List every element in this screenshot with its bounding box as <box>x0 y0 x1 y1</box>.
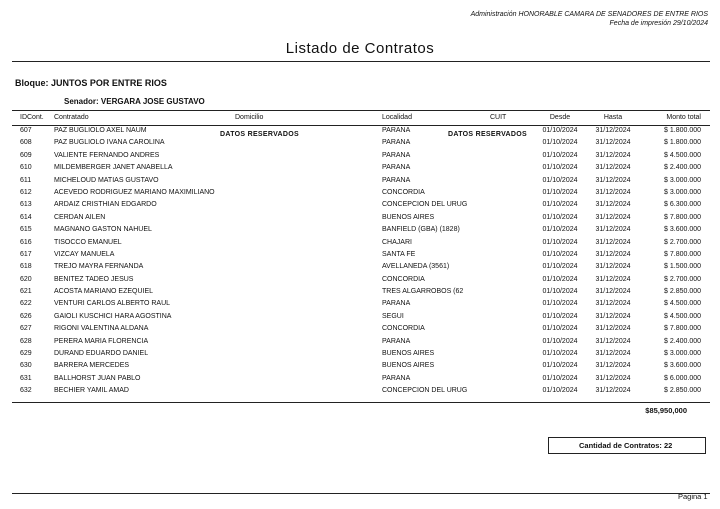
cell-monto: $ 4.500.000 <box>664 151 701 159</box>
cell-monto: $ 2.850.000 <box>664 288 701 296</box>
cell-hasta: 31/12/2024 <box>595 201 631 209</box>
cell-id: 627 <box>20 325 32 333</box>
table-row <box>12 125 710 137</box>
title-divider <box>12 61 710 62</box>
table-row <box>12 336 710 348</box>
cell-hasta: 31/12/2024 <box>595 374 631 382</box>
cell-desde: 01/10/2024 <box>542 263 578 271</box>
cell-hasta: 31/12/2024 <box>595 362 631 370</box>
cell-contratado: BENITEZ TADEO JESUS <box>54 275 134 283</box>
table-header <box>12 110 710 126</box>
cell-desde: 01/10/2024 <box>542 387 578 395</box>
cell-hasta: 31/12/2024 <box>595 250 631 258</box>
table-row <box>12 286 710 298</box>
cell-localidad: CONCORDIA <box>382 275 425 283</box>
cell-contratado: VENTURI CARLOS ALBERTO RAUL <box>54 300 171 308</box>
cell-desde: 01/10/2024 <box>542 362 578 370</box>
table-row <box>12 323 710 335</box>
table-row <box>12 373 710 385</box>
cell-monto: $ 6.000.000 <box>664 374 701 382</box>
table-row <box>12 199 710 211</box>
cell-id: 608 <box>20 139 32 147</box>
cell-monto: $ 2.400.000 <box>664 337 701 345</box>
table-row <box>12 162 710 174</box>
cell-contratado: TREJO MAYRA FERNANDA <box>54 263 144 271</box>
bloque-label: Bloque: JUNTOS POR ENTRE RIOS <box>15 78 167 88</box>
cell-monto: $ 4.500.000 <box>664 312 701 320</box>
cell-localidad: CONCEPCION DEL URUG <box>382 201 468 209</box>
cell-hasta: 31/12/2024 <box>595 164 631 172</box>
cell-contratado: BARRERA MERCEDES <box>54 362 130 370</box>
table-row <box>12 224 710 236</box>
cell-localidad: PARANA <box>382 127 411 134</box>
cell-id: 617 <box>20 250 32 258</box>
cell-monto: $ 3.600.000 <box>664 362 701 370</box>
cell-monto: $ 1.500.000 <box>664 263 701 271</box>
cell-contratado: MILDEMBERGER JANET ANABELLA <box>54 164 173 172</box>
cell-contratado: DURAND EDUARDO DANIEL <box>54 350 149 358</box>
cell-contratado: VALIENTE FERNANDO ANDRES <box>54 151 160 159</box>
cell-monto: $ 7.800.000 <box>664 213 701 221</box>
cell-hasta: 31/12/2024 <box>595 325 631 333</box>
cell-id: 631 <box>20 374 32 382</box>
cell-hasta: 31/12/2024 <box>595 176 631 184</box>
cell-id: 618 <box>20 263 32 271</box>
column-header-id: IDCont. <box>20 114 44 121</box>
cell-desde: 01/10/2024 <box>542 151 578 159</box>
cell-localidad: BUENOS AIRES <box>382 362 435 370</box>
cell-desde: 01/10/2024 <box>542 312 578 320</box>
contract-count-box <box>548 437 706 454</box>
column-header-hasta: Hasta <box>603 114 623 121</box>
cell-contratado: MAGNANO GASTON NAHUEL <box>54 226 152 234</box>
cell-contratado: MICHELOUD MATIAS GUSTAVO <box>54 176 159 184</box>
cell-id: 609 <box>20 151 32 159</box>
page-title: Listado de Contratos <box>285 40 435 57</box>
cell-desde: 01/10/2024 <box>542 164 578 172</box>
table-row <box>12 175 710 187</box>
cell-hasta: 31/12/2024 <box>595 226 631 234</box>
domicilio-reserved-label: DATOS RESERVADOS <box>220 131 299 138</box>
cell-contratado: BALLHORST JUAN PABLO <box>54 374 141 382</box>
cell-desde: 01/10/2024 <box>542 201 578 209</box>
cell-id: 611 <box>20 176 32 184</box>
cell-id: 607 <box>20 127 32 134</box>
table-row <box>12 187 710 199</box>
cell-contratado: ARDAIZ CRISTHIAN EDGARDO <box>54 201 157 209</box>
print-date: Fecha de impresión 29/10/2024 <box>609 20 708 27</box>
cell-monto: $ 4.500.000 <box>664 300 701 308</box>
cell-localidad: CONCORDIA <box>382 325 425 333</box>
footer-divider <box>12 493 710 494</box>
cell-id: 628 <box>20 337 32 345</box>
cell-desde: 01/10/2024 <box>542 374 578 382</box>
cell-desde: 01/10/2024 <box>542 250 578 258</box>
cell-hasta: 31/12/2024 <box>595 275 631 283</box>
column-header-localidad: Localidad <box>382 114 412 121</box>
cell-id: 610 <box>20 164 32 172</box>
cell-desde: 01/10/2024 <box>542 139 578 147</box>
cell-monto: $ 7.800.000 <box>664 325 701 333</box>
cell-contratado: PAZ BUGLIOLO IVANA CAROLINA <box>54 139 165 147</box>
cell-id: 621 <box>20 288 32 296</box>
cell-localidad: BANFIELD (GBA) (1828) <box>382 226 460 234</box>
table-row <box>12 261 710 273</box>
cell-contratado: PAZ BUGLIOLO AXEL NAUM <box>54 127 147 134</box>
cell-monto: $ 1.800.000 <box>664 139 701 147</box>
cell-monto: $ 2.400.000 <box>664 164 701 172</box>
cell-desde: 01/10/2024 <box>542 288 578 296</box>
cell-id: 630 <box>20 362 32 370</box>
cell-id: 615 <box>20 226 32 234</box>
cell-monto: $ 2.700.000 <box>664 275 701 283</box>
cell-desde: 01/10/2024 <box>542 176 578 184</box>
cell-localidad: BUENOS AIRES <box>382 213 435 221</box>
cell-id: 622 <box>20 300 32 308</box>
cell-desde: 01/10/2024 <box>542 226 578 234</box>
cell-hasta: 31/12/2024 <box>595 151 631 159</box>
cell-id: 614 <box>20 213 32 221</box>
cell-desde: 01/10/2024 <box>542 300 578 308</box>
cell-desde: 01/10/2024 <box>542 213 578 221</box>
cell-id: 612 <box>20 188 32 196</box>
table-row <box>12 360 710 372</box>
table-row <box>12 249 710 261</box>
table-row <box>12 212 710 224</box>
cell-contratado: TISOCCO EMANUEL <box>54 238 122 246</box>
cell-monto: $ 6.300.000 <box>664 201 701 209</box>
cell-desde: 01/10/2024 <box>542 337 578 345</box>
cell-hasta: 31/12/2024 <box>595 127 631 134</box>
cell-localidad: PARANA <box>382 164 411 172</box>
cell-hasta: 31/12/2024 <box>595 288 631 296</box>
column-header-contratado: Contratado <box>54 114 89 121</box>
cell-hasta: 31/12/2024 <box>595 238 631 246</box>
cell-contratado: PERERA MARIA FLORENCIA <box>54 337 149 345</box>
cell-id: 632 <box>20 387 32 395</box>
cell-monto: $ 3.600.000 <box>664 226 701 234</box>
cell-contratado: ACOSTA MARIANO EZEQUIEL <box>54 288 154 296</box>
cell-hasta: 31/12/2024 <box>595 139 631 147</box>
cell-localidad: BUENOS AIRES <box>382 350 435 358</box>
cell-hasta: 31/12/2024 <box>595 350 631 358</box>
cell-monto: $ 3.000.000 <box>664 350 701 358</box>
cuit-reserved-label: DATOS RESERVADOS <box>448 131 527 138</box>
column-header-cuit: CUIT <box>490 114 507 121</box>
cell-localidad: TRES ALGARROBOS (62 <box>382 288 464 296</box>
cell-hasta: 31/12/2024 <box>595 213 631 221</box>
cell-localidad: PARANA <box>382 151 411 159</box>
cell-hasta: 31/12/2024 <box>595 337 631 345</box>
cell-localidad: SEGUI <box>382 312 404 320</box>
cell-desde: 01/10/2024 <box>542 275 578 283</box>
cell-id: 616 <box>20 238 32 246</box>
cell-desde: 01/10/2024 <box>542 127 578 134</box>
table-row <box>12 150 710 162</box>
cell-localidad: CONCEPCION DEL URUG <box>382 387 468 395</box>
cell-hasta: 31/12/2024 <box>595 312 631 320</box>
cell-monto: $ 3.000.000 <box>664 188 701 196</box>
cell-localidad: PARANA <box>382 139 411 147</box>
cell-localidad: CONCORDIA <box>382 188 425 196</box>
cell-monto: $ 7.800.000 <box>664 250 701 258</box>
contract-count-label: Cantidad de Contratos: 22 <box>579 441 673 450</box>
cell-localidad: CHAJARI <box>382 238 412 246</box>
cell-localidad: PARANA <box>382 337 411 345</box>
cell-localidad: PARANA <box>382 176 411 184</box>
table-row <box>12 311 710 323</box>
cell-contratado: RIGONI VALENTINA ALDANA <box>54 325 149 333</box>
cell-contratado: VIZCAY MANUELA <box>54 250 115 258</box>
cell-desde: 01/10/2024 <box>542 325 578 333</box>
cell-localidad: PARANA <box>382 374 411 382</box>
table-row <box>12 298 710 310</box>
contracts-table-body <box>12 125 710 398</box>
column-header-monto: Monto total <box>666 114 701 121</box>
column-header-desde: Desde <box>549 114 571 121</box>
senador-label: Senador: VERGARA JOSE GUSTAVO <box>64 97 205 106</box>
cell-monto: $ 1.800.000 <box>664 127 701 134</box>
cell-hasta: 31/12/2024 <box>595 387 631 395</box>
cell-localidad: PARANA <box>382 300 411 308</box>
cell-contratado: CERDAN AILEN <box>54 213 106 221</box>
cell-id: 626 <box>20 312 32 320</box>
cell-localidad: AVELLANEDA (3561) <box>382 263 450 271</box>
cell-id: 620 <box>20 275 32 283</box>
page-number: Pagina 1 <box>678 492 708 501</box>
cell-hasta: 31/12/2024 <box>595 300 631 308</box>
table-row <box>12 237 710 249</box>
header-organization: Administración HONORABLE CAMARA DE SENADORES DE ENTRE RIOS <box>470 11 708 18</box>
cell-desde: 01/10/2024 <box>542 350 578 358</box>
table-row <box>12 274 710 286</box>
cell-desde: 01/10/2024 <box>542 188 578 196</box>
table-row <box>12 348 710 360</box>
cell-id: 629 <box>20 350 32 358</box>
cell-monto: $ 2.850.000 <box>664 387 701 395</box>
cell-monto: $ 2.700.000 <box>664 238 701 246</box>
cell-contratado: GAIOLI KUSCHICI HARA AGOSTINA <box>54 312 172 320</box>
cell-contratado: ACEVEDO RODRIGUEZ MARIANO MAXIMILIANO <box>54 188 215 196</box>
cell-id: 613 <box>20 201 32 209</box>
table-end-divider <box>12 402 710 403</box>
cell-monto: $ 3.000.000 <box>664 176 701 184</box>
table-row <box>12 385 710 397</box>
table-row <box>12 137 710 149</box>
cell-contratado: BECHIER YAMIL AMAD <box>54 387 129 395</box>
cell-localidad: SANTA FE <box>382 250 416 258</box>
cell-desde: 01/10/2024 <box>542 238 578 246</box>
cell-hasta: 31/12/2024 <box>595 188 631 196</box>
column-header-domicilio: Domicilio <box>235 114 264 121</box>
cell-hasta: 31/12/2024 <box>595 263 631 271</box>
total-amount: $85,950,000 <box>645 406 687 415</box>
